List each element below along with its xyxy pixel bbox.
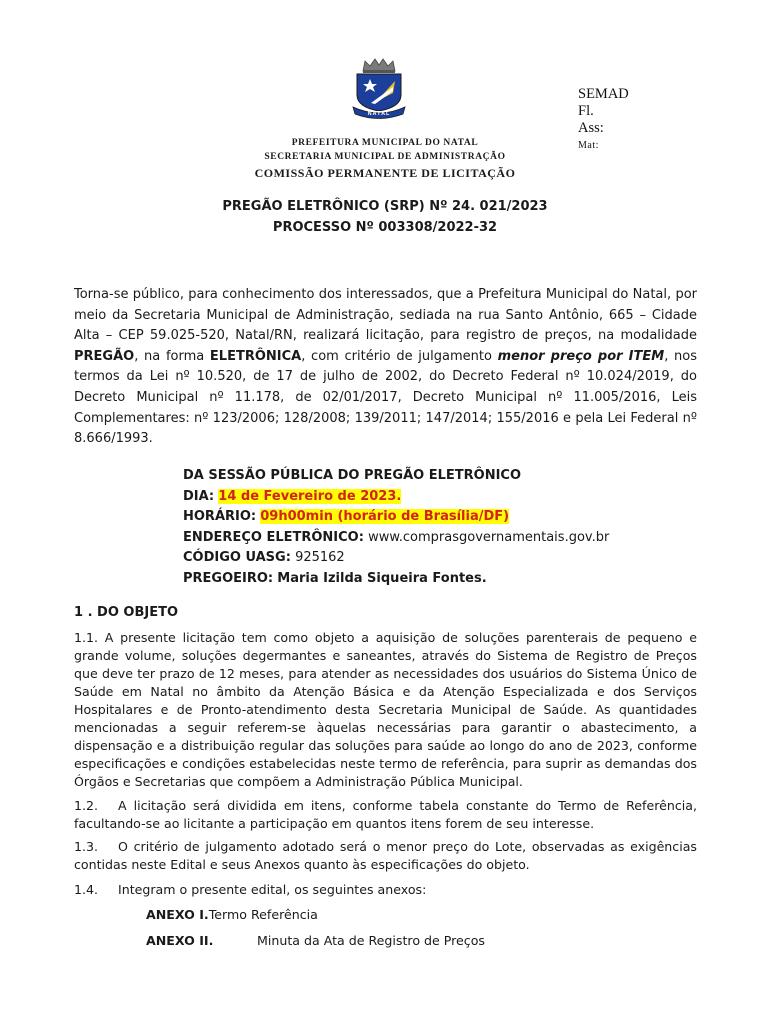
header-secretaria: SECRETARIA MUNICIPAL DE ADMINISTRAÇÃO	[264, 152, 506, 162]
session-info	[183, 466, 609, 590]
annex-label: ANEXO II.	[146, 933, 214, 948]
annex-1	[146, 907, 318, 922]
paragraph-1-1: 1.1. A presente licitação tem como objeto a aquisição de soluções parenterais de pequeno e grande volume, soluções degermantes e saneantes, através do Sistema de Registro de Preços que deve ter prazo de 12 meses, para atender as necessidades dos usuários do Sistema Único de Saúde em Natal no âmbito da Atenção Básica e da Atenção Especializada e dos Serviços Hospitalares e de Pronto-atendimento desta Secretaria Municipal de Saúde. As quantidades mencionadas a seguir referem-se àquelas necessárias para garantir o abastecimento, a dispensação e a distribuição regular das soluções para saúde ao longo do ano de 2023, conforme especificações e condições estabelecidas neste termo de referência, para suprir as demandas dos Órgãos e Secretarias que compõem a Administração Pública Municipal.	[74, 630, 697, 789]
document-title: PREGÃO ELETRÔNICO (SRP) Nº 24. 021/2023	[222, 199, 548, 214]
intro-forma: ELETRÔNICA	[209, 348, 302, 364]
paragraph-number: 1.3.	[74, 839, 99, 854]
session-dia	[183, 487, 609, 508]
dia-value: 14 de Fevereiro de 2023.	[218, 488, 402, 504]
dia-label: DIA:	[183, 488, 215, 504]
intro-paragraph	[74, 285, 697, 450]
session-heading: DA SESSÃO PÚBLICA DO PREGÃO ELETRÔNICO	[183, 468, 522, 483]
pregoeiro-label: PREGOEIRO:	[183, 570, 274, 586]
intro-criterio: menor preço por ITEM	[497, 348, 665, 364]
paragraph-text: Integram o presente edital, os seguintes anexos:	[118, 882, 427, 897]
paragraph-text: O critério de julgamento adotado será o menor preço do Lote, observadas as exigências contidas neste Edital e seus Anexos quanto às especificações do objeto.	[74, 839, 697, 872]
paragraph-1-3	[74, 838, 697, 874]
paragraph-1-4	[74, 881, 697, 899]
paragraph-number: 1.2.	[74, 798, 99, 813]
paragraph-number: 1.4.	[74, 882, 99, 897]
annex-label: ANEXO I.	[146, 907, 209, 922]
horario-label: HORÁRIO:	[183, 509, 257, 525]
endereco-value: www.comprasgovernamentais.gov.br	[368, 529, 610, 545]
stamp-fl: Fl.	[578, 103, 594, 119]
paragraph-1-2	[74, 797, 697, 833]
intro-text-3: , com critério de julgamento	[301, 348, 498, 364]
pregoeiro-value: Maria Izilda Siqueira Fontes.	[277, 570, 487, 586]
session-uasg	[183, 548, 609, 569]
annex-2	[146, 933, 485, 948]
intro-text-1: Torna-se público, para conhecimento dos interessados, que a Prefeitura Municipal do Natal, por meio da Secretaria Municipal de Administração, sediada na rua Santo Antônio, 665 – Cidade Alta – CEP 59.025-520, Natal/RN, realizará licitação, para registro de preços, na modalidade	[74, 287, 697, 344]
intro-modalidade: PREGÃO	[74, 348, 135, 364]
session-endereco	[183, 528, 609, 549]
process-number: PROCESSO Nº 003308/2022-32	[272, 220, 498, 235]
intro-text-4: , nos termos da Lei nº 10.520, de 17 de julho de 2002, do Decreto Federal nº 10.024/2019, do Decreto Municipal nº 11.178, de 02/01/2017, Decreto Municipal nº 11.005/2016, Leis Complementares: nº 123/2006; 128/2008; 139/2011; 147/2014; 155/2016 e pela Lei Federal nº 8.666/1993.	[74, 348, 697, 447]
annex-title: Termo Referência	[208, 907, 318, 922]
horario-value: 09h00min (horário de Brasília/DF)	[260, 509, 510, 525]
stamp-semad: SEMAD	[578, 86, 629, 102]
header-comissao: COMISSÃO PERMANENTE DE LICITAÇÃO	[254, 166, 516, 180]
session-horario	[183, 507, 609, 528]
paragraph-text: A licitação será dividida em itens, conforme tabela constante do Termo de Referência, facultando-se ao licitante a participação em quantos itens forem de seu interesse.	[74, 798, 697, 831]
stamp-mat: Mat:	[578, 140, 599, 151]
intro-text-2: , na forma	[134, 348, 210, 364]
protocol-stamp	[578, 86, 629, 154]
stamp-ass: Ass:	[578, 120, 604, 136]
uasg-value: 925162	[295, 550, 345, 566]
crest-ribbon-text: NATAL	[367, 111, 391, 117]
session-pregoeiro	[183, 569, 609, 590]
header-prefeitura: PREFEITURA MUNICIPAL DO NATAL	[291, 138, 479, 148]
annex-title: Minuta da Ata de Registro de Preços	[257, 933, 485, 948]
section-1-heading: 1 . DO OBJETO	[74, 605, 178, 620]
natal-crest-logo	[349, 57, 409, 119]
uasg-label: CÓDIGO UASG:	[183, 550, 291, 566]
endereco-label: ENDEREÇO ELETRÔNICO:	[183, 529, 364, 545]
